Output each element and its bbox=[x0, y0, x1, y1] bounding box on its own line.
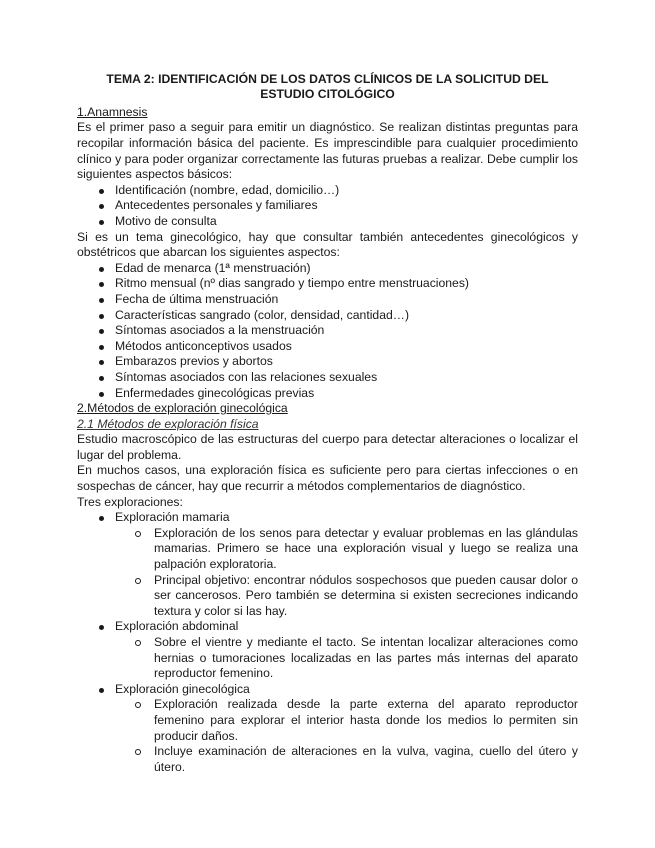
basics-list bbox=[77, 183, 578, 230]
list-item: Identificación (nombre, edad, domicilio…) bbox=[77, 183, 578, 199]
exploration-details bbox=[77, 526, 578, 620]
explorations-list bbox=[77, 510, 578, 526]
list-item: Antecedentes personales y familiares bbox=[77, 198, 578, 214]
detail-item: Sobre el vientre y mediante el tacto. Se intentan localizar alteraciones como hernias o tumoraciones localizadas en las partes más internas del aparato reproductor femenino. bbox=[77, 635, 578, 682]
list-item: Ritmo mensual (nº dias sangrado y tiempo entre menstruaciones) bbox=[77, 276, 578, 292]
detail-item: Exploración de los senos para detectar y evaluar problemas en las glándulas mamarias. Primero se hace una exploración visual y luego se realiza una palpación exploratoria. bbox=[77, 526, 578, 573]
explorations-list bbox=[77, 619, 578, 635]
list-item: Características sangrado (color, densidad, cantidad…) bbox=[77, 308, 578, 324]
document-page bbox=[77, 72, 578, 775]
exploration-label: Exploración mamaria bbox=[115, 510, 230, 525]
detail-item: Exploración realizada desde la parte externa del aparato reproductor femenino para explorar el interior hasta donde los medios lo permiten sin producir daños. bbox=[77, 697, 578, 744]
exploration-abdominal bbox=[77, 619, 578, 635]
list-item: Embarazos previos y abortos bbox=[77, 354, 578, 370]
exploration-ginecologica bbox=[77, 682, 578, 698]
list-item: Motivo de consulta bbox=[77, 214, 578, 230]
list-item: Fecha de última menstruación bbox=[77, 292, 578, 308]
paragraph: Tres exploraciones: bbox=[77, 494, 183, 509]
exploration-details bbox=[77, 697, 578, 775]
list-item: Síntomas asociados con las relaciones sexuales bbox=[77, 370, 578, 386]
explorations-list bbox=[77, 682, 578, 698]
list-item: Enfermedades ginecológicas previas bbox=[77, 386, 578, 402]
paragraph: Estudio macroscópico de las estructuras del cuerpo para detectar alteraciones o localizar el lugar del problema. bbox=[77, 432, 578, 462]
paragraph: En muchos casos, una exploración física es suficiente pero para ciertas infecciones o en sospechas de cáncer, hay que recurrir a métodos complementarios de diagnóstico. bbox=[77, 463, 578, 494]
section-1-heading: 1.Anamnesis bbox=[77, 104, 148, 119]
section-2-1-heading: 2.1 Métodos de exploración física bbox=[77, 416, 259, 431]
document-title: TEMA 2: IDENTIFICACIÓN DE LOS DATOS CLÍNICOS DE LA SOLICITUD DEL ESTUDIO CITOLÓGICO bbox=[106, 72, 549, 102]
exploration-details bbox=[77, 635, 578, 682]
section-2-heading: 2.Métodos de exploración ginecológica bbox=[77, 401, 288, 416]
list-item: Métodos anticonceptivos usados bbox=[77, 339, 578, 355]
list-item: Edad de menarca (1ª menstruación) bbox=[77, 261, 578, 277]
list-item: Síntomas asociados a la menstruación bbox=[77, 323, 578, 339]
detail-item: Principal objetivo: encontrar nódulos sospechosos que pueden causar dolor o ser cancerosos. Pero también se determina si existen secreciones indicando textura y color si las hay. bbox=[77, 573, 578, 620]
exploration-mamaria bbox=[77, 510, 578, 526]
exploration-label: Exploración ginecológica bbox=[115, 681, 250, 696]
section-1-intro: Es el primer paso a seguir para emitir un diagnóstico. Se realizan distintas preguntas para recopilar información básica del paciente. Es imprescindible para cualquier procedimiento clínico y para poder organizar correctamente las futuras pruebas a realizar. Debe cumplir los siguientes aspectos básicos: bbox=[77, 120, 578, 182]
gyn-list bbox=[77, 261, 578, 401]
detail-item: Incluye examinación de alteraciones en la vulva, vagina, cuello del útero y útero. bbox=[77, 744, 578, 775]
gyn-intro: Si es un tema ginecológico, hay que consultar también antecedentes ginecológicos y obstétricos que abarcan los siguientes aspectos: bbox=[77, 229, 578, 260]
exploration-label: Exploración abdominal bbox=[115, 619, 239, 634]
